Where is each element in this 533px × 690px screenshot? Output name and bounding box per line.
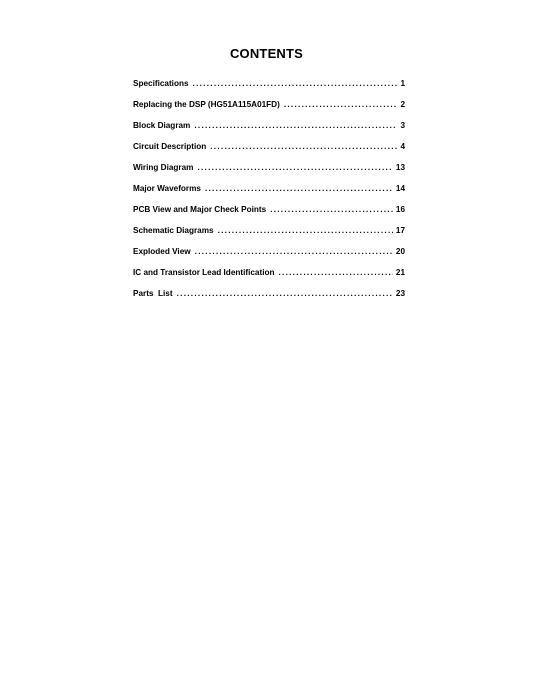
toc-entry-page: 2: [400, 100, 405, 109]
toc-entry-page: 21: [395, 268, 405, 277]
toc-entry-page: 13: [395, 163, 405, 172]
toc-entry-major-waveforms: [133, 184, 405, 205]
toc-leader-dots: [193, 79, 398, 88]
toc-entry-block-diagram: [133, 121, 405, 142]
toc-entry-label: Major Waveforms: [133, 184, 201, 193]
toc-entry-parts-list: [133, 289, 405, 310]
toc-leader-dots: [218, 226, 393, 235]
toc-leader-dots: [194, 121, 397, 130]
page-title: CONTENTS: [229, 46, 304, 61]
toc-entry-label: PCB View and Major Check Points: [133, 205, 267, 214]
toc-entry-page: 3: [400, 121, 405, 130]
toc-entry-page: 14: [395, 184, 405, 193]
table-of-contents: [133, 79, 405, 310]
toc-entry-replacing-dsp: [133, 100, 405, 121]
toc-leader-dots: [278, 268, 392, 277]
toc-entry-label: Specifications: [133, 79, 189, 88]
toc-entry-wiring-diagram: [133, 163, 405, 184]
toc-entry-label: Parts List: [133, 289, 173, 298]
toc-entry-label: Block Diagram: [133, 121, 191, 130]
toc-entry-label: Schematic Diagrams: [133, 226, 214, 235]
toc-entry-label: IC and Transistor Lead Identification: [133, 268, 275, 277]
toc-entry-label: Replacing the DSP (HG51A115A01FD): [133, 100, 280, 109]
toc-entry-page: 20: [395, 247, 405, 256]
toc-entry-exploded-view: [133, 247, 405, 268]
toc-entry-pcb-view: [133, 205, 405, 226]
toc-leader-dots: [177, 289, 393, 298]
toc-leader-dots: [270, 205, 393, 214]
toc-entry-specifications: [133, 79, 405, 100]
toc-leader-dots: [195, 247, 393, 256]
toc-entry-page: 4: [400, 142, 405, 151]
toc-leader-dots: [210, 142, 397, 151]
toc-leader-dots: [284, 100, 398, 109]
toc-entry-label: Wiring Diagram: [133, 163, 194, 172]
toc-entry-schematic-diagrams: [133, 226, 405, 247]
toc-entry-label: Circuit Description: [133, 142, 207, 151]
toc-entry-label: Exploded View: [133, 247, 191, 256]
toc-entry-circuit-description: [133, 142, 405, 163]
toc-entry-ic-transistor-lead: [133, 268, 405, 289]
toc-entry-page: 17: [395, 226, 405, 235]
toc-leader-dots: [197, 163, 392, 172]
toc-entry-page: 16: [395, 205, 405, 214]
toc-entry-page: 23: [395, 289, 405, 298]
toc-entry-page: 1: [400, 79, 405, 88]
toc-leader-dots: [205, 184, 393, 193]
